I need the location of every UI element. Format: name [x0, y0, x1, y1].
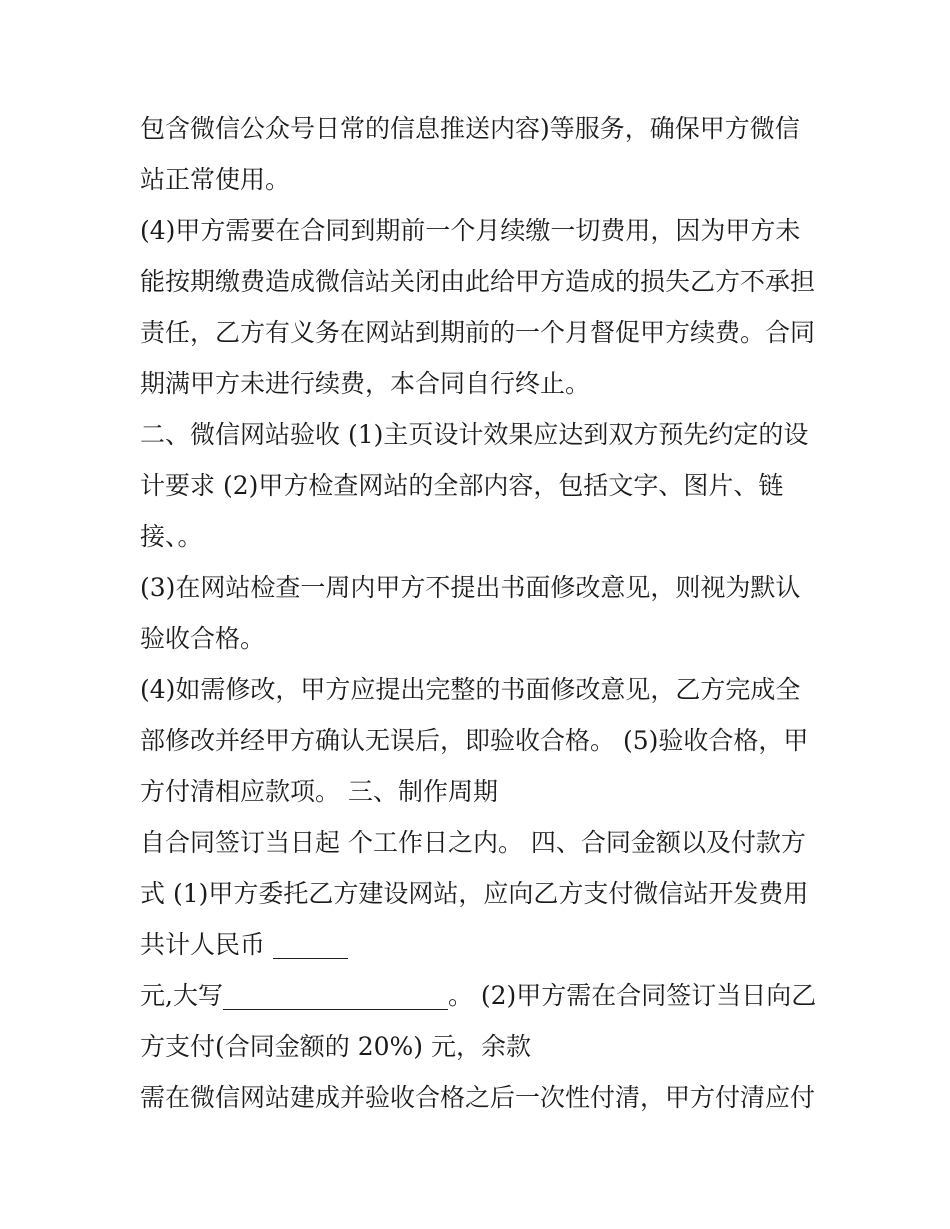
- text-line: (4)如需修改，甲方应提出完整的书面修改意见，乙方完成全: [140, 675, 801, 704]
- text-line: 共计人民币 ______: [140, 930, 348, 959]
- text-line: 式 (1)甲方委托乙方建设网站，应向乙方支付微信站开发费用: [140, 879, 809, 908]
- text-line: 能按期缴费造成微信站关闭由此给甲方造成的损失乙方不承担: [140, 267, 816, 296]
- text-line: 包含微信公众号日常的信息推送内容)等服务，确保甲方微信: [140, 114, 800, 143]
- text-line: 二、微信网站验收 (1)主页设计效果应达到双方预先约定的设: [140, 420, 809, 449]
- text-line: (3)在网站检查一周内甲方不提出书面修改意见，则视为默认: [140, 573, 801, 602]
- text-line: 方付清相应款项。 三、制作周期: [140, 777, 498, 806]
- text-line: 部修改并经甲方确认无误后，即验收合格。 (5)验收合格，甲: [140, 726, 809, 755]
- text-line: 需在微信网站建成并验收合格之后一次性付清，甲方付清应付: [140, 1083, 816, 1112]
- contract-body-text: [140, 103, 830, 1123]
- text-line: 计要求 (2)甲方检查网站的全部内容，包括文字、图片、链: [140, 471, 784, 500]
- text-line: 期满甲方未进行续费，本合同自行终止。: [140, 369, 591, 398]
- text-line: 方支付(合同金额的 20%) 元，余款: [140, 1032, 531, 1061]
- text-line: (4)甲方需要在合同到期前一个月续缴一切费用，因为甲方未: [140, 216, 801, 245]
- text-line: 自合同签订当日起 个工作日之内。 四、合同金额以及付款方: [140, 828, 806, 857]
- text-line: 验收合格。: [140, 624, 266, 653]
- text-line: 站正常使用。: [140, 165, 291, 194]
- text-line: 责任，乙方有义务在网站到期前的一个月督促甲方续费。合同: [140, 318, 816, 347]
- text-line: 元,大写__________________。 (2)甲方需在合同签订当日向乙: [140, 981, 817, 1010]
- text-line: 接、。: [140, 522, 203, 551]
